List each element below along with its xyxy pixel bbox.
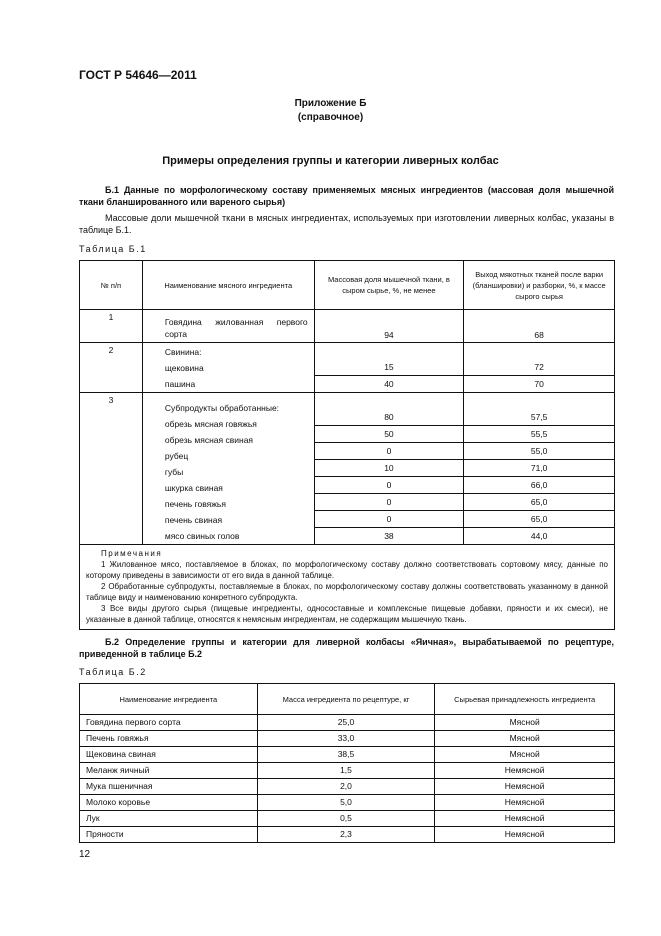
appendix-subtitle: (справочное) <box>297 112 364 123</box>
mass-value: 15 <box>315 359 464 376</box>
table-b1-group-2 <box>80 343 615 393</box>
page-number: 12 <box>79 849 91 860</box>
table-b2-header-mass: Масса ингредиента по рецептуре, кг <box>257 684 435 715</box>
yield-value: 71,0 <box>464 460 614 477</box>
group-number: 3 <box>80 393 143 545</box>
type-value: Мясной <box>435 747 615 763</box>
table-b2-header-name: Наименование ингредиента <box>80 684 258 715</box>
ingredient-name: Молоко коровье <box>80 795 258 811</box>
ingredient-name: Пряности <box>80 827 258 843</box>
table-b2-header-type: Сырьевая принадлежность ингредиента <box>435 684 615 715</box>
section-b1-heading: Б.1 Данные по морфологическому составу применяемых мясных ингредиентов (массовая доля мышечной ткани бланшированного или вареного сырья) <box>79 185 614 207</box>
table-b2-header-row <box>80 684 615 715</box>
type-value: Немясной <box>435 795 615 811</box>
ingredient-name: Говядина жилованная первого сорта <box>142 310 314 343</box>
note-item: 3 Все виды другого сырья (пищевые ингредиенты, односоставные и комплексные пищевые добавки, пряности и их смеси), не указанные в данной таблице, относятся к немясным ингредиентам, не содержащим мышечную ткань. <box>86 604 608 624</box>
mass-value: 94 <box>314 310 464 343</box>
mass-value: 2,3 <box>257 827 435 843</box>
mass-value: 40 <box>384 379 394 389</box>
table-row <box>80 795 615 811</box>
mass-value: 0 <box>315 511 464 528</box>
mass-value: 38,5 <box>257 747 435 763</box>
table-row <box>80 779 615 795</box>
mass-value: 0 <box>315 477 464 494</box>
table-row <box>80 747 615 763</box>
table-b1-header-mass: Массовая доля мышечной ткани, в сыром сырье, %, не менее <box>314 261 464 310</box>
yield-value: 66,0 <box>464 477 614 494</box>
table-b1-header-name: Наименование мясного ингредиента <box>142 261 314 310</box>
type-value: Мясной <box>435 731 615 747</box>
table-row <box>80 731 615 747</box>
table-row <box>80 827 615 843</box>
type-value: Мясной <box>435 715 615 731</box>
table-b1-group-1 <box>80 310 615 343</box>
main-title: Примеры определения группы и категории ливерных колбас <box>162 155 499 167</box>
note-item: 2 Обработанные субпродукты, поставляемые в блоках, по морфологическому составу должны соответствовать указанному в данной таблице виду и наименованию конкретного субпродукта. <box>86 582 608 602</box>
yield-value: 72 <box>464 359 614 376</box>
document-code: ГОСТ Р 54646—2011 <box>79 68 197 82</box>
table-b1 <box>79 260 615 630</box>
yield-value: 55,0 <box>464 443 614 460</box>
table-b2-caption: Таблица Б.2 <box>79 667 147 677</box>
type-value: Немясной <box>435 779 615 795</box>
ingredient-name: шкурка свиная <box>164 483 223 493</box>
ingredient-name: губы <box>164 467 184 477</box>
appendix-title: Приложение Б <box>294 98 367 109</box>
appendix-heading <box>0 97 661 125</box>
ingredient-name: Меланж яичный <box>80 763 258 779</box>
ingredient-name: обрезь мясная говяжья <box>164 419 257 429</box>
mass-value: 80 <box>315 409 464 426</box>
ingredient-name: Мука пшеничная <box>80 779 258 795</box>
yield-value: 55,5 <box>464 426 614 443</box>
group-title: Свинина: <box>164 347 202 357</box>
table-b1-group-3 <box>80 393 615 545</box>
mass-value: 0 <box>315 494 464 511</box>
section-b2-heading: Б.2 Определение группы и категории для ливерной колбасы «Яичная», вырабатываемой по рецептуре, приведенной в таблице Б.2 <box>79 637 614 659</box>
ingredient-name: Лук <box>80 811 258 827</box>
mass-value: 10 <box>315 460 464 477</box>
ingredient-name: мясо свиных голов <box>164 531 240 541</box>
ingredient-name: печень свиная <box>164 515 223 525</box>
mass-value: 38 <box>384 531 394 541</box>
table-row <box>80 811 615 827</box>
ingredient-name: печень говяжья <box>164 499 226 509</box>
yield-value: 65,0 <box>464 511 614 528</box>
section-b1-text: Массовые доли мышечной ткани в мясных ингредиентах, используемых при изготовлении ливерных колбас, указаны в таблице Б.1. <box>79 213 614 235</box>
group-number: 2 <box>80 343 143 393</box>
table-b1-caption: Таблица Б.1 <box>79 244 147 254</box>
yield-value: 65,0 <box>464 494 614 511</box>
ingredient-name: пашина <box>164 379 196 389</box>
table-b2 <box>79 683 615 843</box>
mass-value: 1,5 <box>257 763 435 779</box>
notes-title: Примечания <box>101 549 163 558</box>
group-title: Субпродукты обработанные: <box>164 403 280 413</box>
table-b1-notes <box>80 545 615 630</box>
mass-value: 0 <box>315 443 464 460</box>
type-value: Немясной <box>435 811 615 827</box>
mass-value: 50 <box>315 426 464 443</box>
ingredient-name: щековина <box>164 363 204 373</box>
mass-value: 5,0 <box>257 795 435 811</box>
note-item: 1 Жилованное мясо, поставляемое в блоках, по морфологическому составу должно соответствовать сортовому мясу, данные по которому приведены в зависимости от его вида в данной таблице. <box>86 560 608 580</box>
mass-value: 2,0 <box>257 779 435 795</box>
mass-value: 0,5 <box>257 811 435 827</box>
table-b1-header-num: № п/п <box>80 261 143 310</box>
mass-value: 25,0 <box>257 715 435 731</box>
ingredient-name: рубец <box>164 451 189 461</box>
ingredient-name: обрезь мясная свиная <box>164 435 254 445</box>
yield-value: 44,0 <box>530 531 548 541</box>
table-b1-header-yield: Выход мякотных тканей после варки (бланшировки) и разборки, %, к массе сырого сырья <box>464 261 615 310</box>
type-value: Немясной <box>435 763 615 779</box>
yield-value: 68 <box>464 310 615 343</box>
table-row <box>80 763 615 779</box>
yield-value: 70 <box>534 379 544 389</box>
ingredient-name: Говядина первого сорта <box>80 715 258 731</box>
table-row <box>80 715 615 731</box>
yield-value: 57,5 <box>464 409 614 426</box>
type-value: Немясной <box>435 827 615 843</box>
table-b1-header-row <box>80 261 615 310</box>
group-number: 1 <box>80 310 143 343</box>
mass-value: 33,0 <box>257 731 435 747</box>
ingredient-name: Щековина свиная <box>80 747 258 763</box>
ingredient-name: Печень говяжья <box>80 731 258 747</box>
